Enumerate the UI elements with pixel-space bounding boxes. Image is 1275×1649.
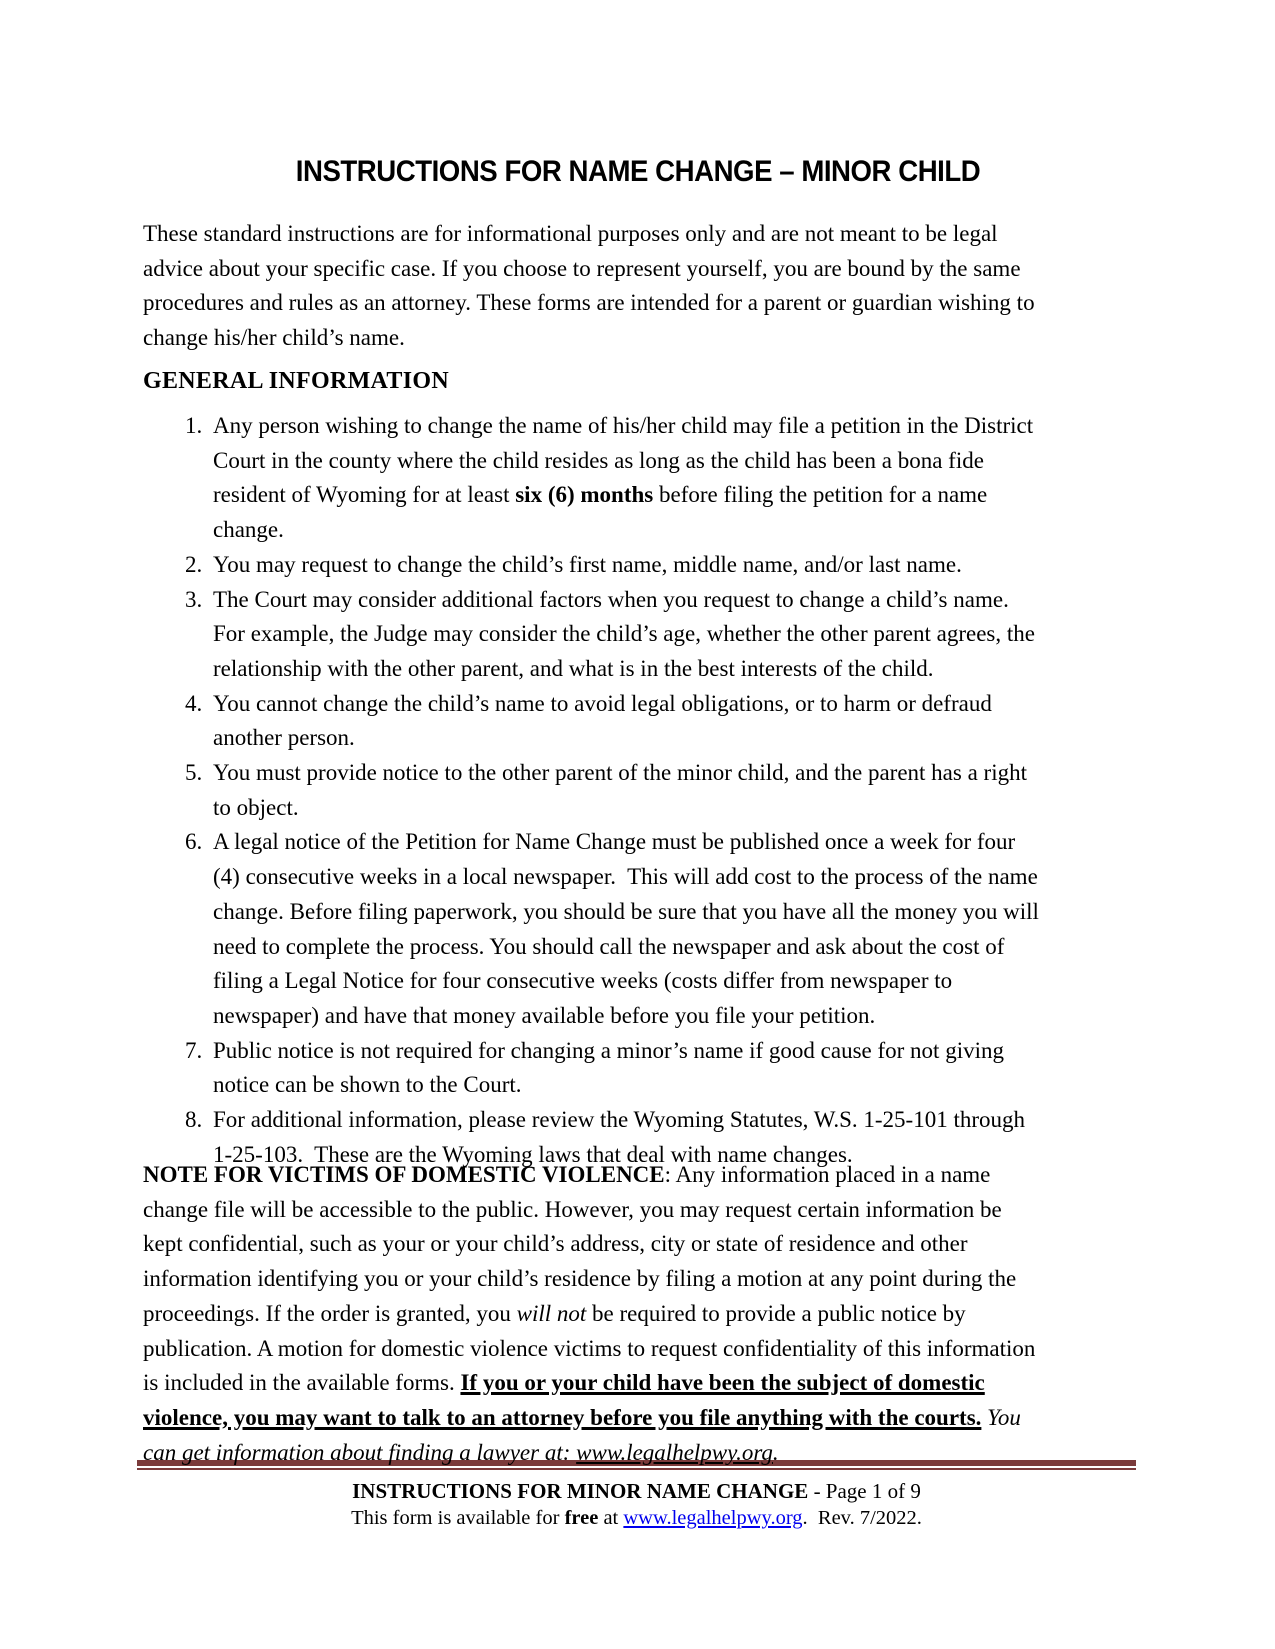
text-segment: notice can be shown to the Court. — [213, 1072, 522, 1098]
text-line — [213, 756, 1136, 791]
footer-line-2 — [137, 1506, 1136, 1531]
list-item — [143, 687, 1136, 756]
text-segment: before filing the petition for a name — [653, 482, 988, 508]
item-number: 6. — [185, 829, 203, 855]
section-heading: GENERAL INFORMATION — [143, 368, 449, 394]
text-segment: another person. — [213, 725, 355, 751]
text-segment: change file will be accessible to the public. However, you may request certain information be — [143, 1196, 1002, 1222]
text-line — [137, 1479, 1136, 1504]
text-segment: change. Before filing paperwork, you should be sure that you have all the money you will — [213, 898, 1039, 924]
list-item — [143, 409, 1136, 548]
text-line — [213, 999, 1136, 1034]
page-title-text: INSTRUCTIONS FOR NAME CHANGE – MINOR CHILD — [295, 155, 980, 188]
text-line — [213, 791, 1136, 826]
text-segment: violence, you may want to talk to an attorney before you file anything with the courts. — [143, 1404, 982, 1430]
item-number: 4. — [185, 690, 203, 716]
text-segment: 1-25-103. These are the Wyoming laws that deal with name changes. — [213, 1141, 853, 1167]
text-line — [213, 444, 1136, 479]
text-segment: can get information about finding a lawyer at: — [143, 1439, 577, 1465]
text-segment: need to complete the process. You should call the newspaper and ask about the cost of — [213, 933, 1005, 959]
text-line — [213, 930, 1136, 965]
text-segment: For example, the Judge may consider the child’s age, whether the other parent agrees, the — [213, 621, 1035, 647]
text-segment: filing a Legal Notice for four consecutive weeks (costs differ from newspaper to — [213, 968, 953, 994]
text-segment: kept confidential, such as your or your child’s address, city or state of residence and other — [143, 1231, 968, 1257]
list-item — [143, 548, 1136, 583]
text-segment: at — [598, 1507, 624, 1529]
item-number: 1. — [185, 413, 203, 438]
text-segment: relationship with the other parent, and what is in the best interests of the child. — [213, 655, 934, 681]
text-line — [213, 548, 1136, 583]
item-number: 2. — [185, 551, 203, 577]
text-segment: You may request to change the child’s first name, middle name, and/or last name. — [213, 551, 962, 577]
text-line — [143, 1332, 1136, 1367]
text-line — [213, 860, 1136, 895]
text-line — [213, 652, 1136, 687]
text-line — [213, 617, 1136, 652]
text-line — [213, 478, 1136, 513]
intro-paragraph — [143, 217, 1136, 356]
text-line — [143, 1297, 1136, 1332]
text-line — [143, 217, 1136, 252]
text-segment: . — [772, 1439, 779, 1465]
text-segment: Public notice is not required for changing a minor’s name if good cause for not giving — [213, 1037, 1004, 1063]
text-segment: will not — [516, 1300, 587, 1326]
text-segment: be required to provide a public notice by — [586, 1300, 966, 1326]
text-segment: publication. A motion for domestic violence victims to request confidentiality of this information — [143, 1335, 1036, 1361]
text-segment: proceedings. If the order is granted, you — [143, 1300, 517, 1326]
list-item — [143, 756, 1136, 825]
text-line — [213, 825, 1136, 860]
general-information-list — [143, 409, 1136, 1172]
text-line — [213, 964, 1136, 999]
text-segment: Court in the county where the child resides as long as the child has been a bona fide — [213, 447, 984, 473]
text-segment: A legal notice of the Petition for Name Change must be published once a week for four — [213, 829, 1016, 855]
list-item — [143, 583, 1136, 687]
text-line — [143, 1436, 1136, 1471]
item-number: 3. — [185, 586, 203, 612]
list-item — [143, 825, 1136, 1033]
footer-line-1 — [137, 1479, 1136, 1504]
text-line — [213, 513, 1136, 548]
text-line — [213, 409, 1136, 444]
text-segment: You must provide notice to the other parent of the minor child, and the parent has a right — [213, 760, 1027, 786]
item-number: 8. — [185, 1107, 203, 1133]
text-segment: INSTRUCTIONS FOR MINOR NAME CHANGE — [352, 1479, 809, 1503]
text-segment: free — [564, 1507, 599, 1529]
text-segment: The Court may consider additional factors when you request to change a child’s name. — [213, 586, 1009, 612]
text-segment: advice about your specific case. If you choose to represent yourself, you are bound by the same — [143, 255, 1021, 281]
text-segment: newspaper) and have that money available before you file your petition. — [213, 1002, 876, 1028]
text-segment: NOTE FOR VICTIMS OF DOMESTIC VIOLENCE — [143, 1162, 665, 1187]
text-line — [143, 1401, 1136, 1436]
item-number: 7. — [185, 1037, 203, 1063]
text-segment: - Page 1 of 9 — [808, 1479, 921, 1503]
text-segment: is included in the available forms. — [143, 1370, 461, 1396]
text-segment: For additional information, please review the Wyoming Statutes, W.S. 1-25-101 through — [213, 1107, 1026, 1133]
text-segment: : Any information placed in a name — [664, 1162, 991, 1187]
text-line — [143, 321, 1136, 356]
text-line — [143, 252, 1136, 287]
text-segment: This form is available for — [351, 1507, 565, 1529]
text-segment: change his/her child’s name. — [143, 325, 405, 351]
text-segment: . Rev. 7/2022. — [802, 1507, 922, 1529]
text-segment: (4) consecutive weeks in a local newspaper. This will add cost to the process of the name — [213, 864, 1038, 890]
text-line — [213, 583, 1136, 618]
legalhelpwy-link[interactable]: www.legalhelpwy.org — [623, 1507, 803, 1529]
text-line — [213, 895, 1136, 930]
text-segment: information identifying you or your child’s residence by filing a motion at any point during the — [143, 1266, 1017, 1292]
text-line — [143, 1158, 1136, 1193]
text-line — [143, 1227, 1136, 1262]
text-line — [213, 721, 1136, 756]
text-line — [143, 286, 1136, 321]
text-segment: Any person wishing to change the name of his/her child may file a petition in the District — [213, 413, 1034, 438]
list-item — [143, 1034, 1136, 1103]
text-segment: six (6) months — [515, 482, 654, 508]
text-line — [213, 687, 1136, 722]
text-line — [213, 1103, 1136, 1138]
text-segment: resident of Wyoming for at least — [213, 482, 516, 508]
page-title — [0, 155, 1275, 188]
text-line — [143, 1262, 1136, 1297]
text-segment: procedures and rules as an attorney. These forms are intended for a parent or guardian wishing to — [143, 290, 1035, 316]
text-segment: change. — [213, 517, 284, 543]
text-segment: to object. — [213, 794, 299, 820]
text-segment: If you or your child have been the subject of domestic — [460, 1370, 985, 1396]
text-segment: These standard instructions are for informational purposes only and are not meant to be legal — [143, 221, 998, 246]
text-segment: You — [987, 1404, 1021, 1430]
text-line — [213, 1034, 1136, 1069]
text-line — [213, 1068, 1136, 1103]
text-line — [143, 1366, 1136, 1401]
domestic-violence-note-paragraph — [143, 1158, 1136, 1470]
text-line — [143, 1193, 1136, 1228]
item-number: 5. — [185, 760, 203, 786]
text-segment: You cannot change the child’s name to avoid legal obligations, or to harm or defraud — [213, 690, 992, 716]
legalhelpwy-link[interactable]: www.legalhelpwy.org — [576, 1439, 773, 1465]
text-line — [137, 1506, 1136, 1531]
